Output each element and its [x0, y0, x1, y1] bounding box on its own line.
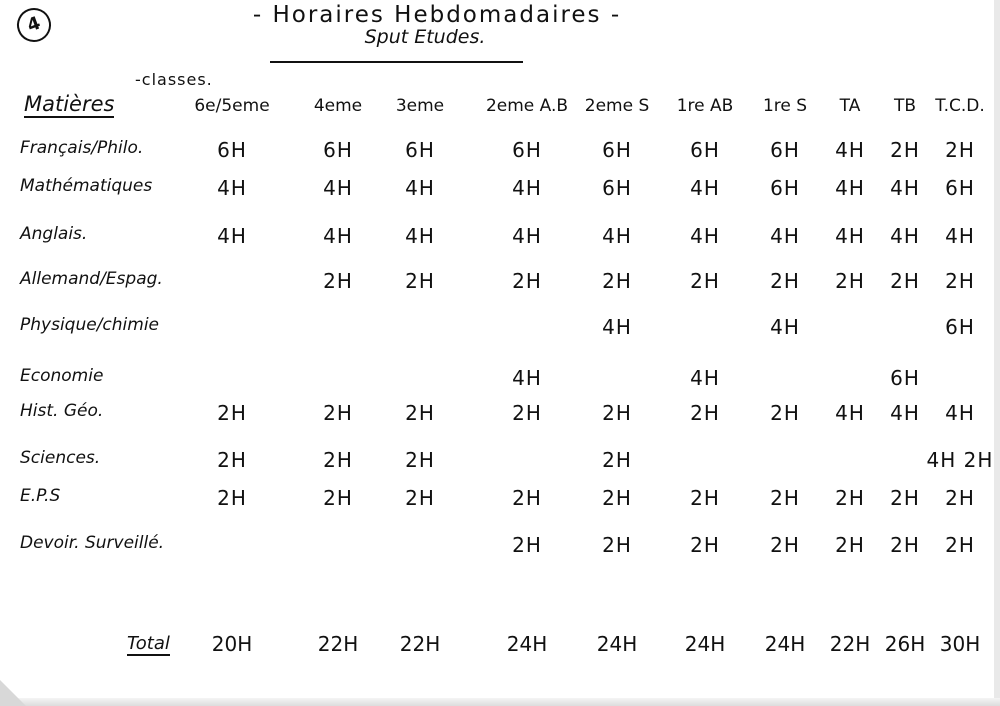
paper-edge-right [994, 0, 1000, 706]
hours-cell: 2H [835, 486, 865, 510]
hours-cell: 2H [217, 401, 247, 425]
hours-cell: 2H [690, 401, 720, 425]
total-cell: 22H [829, 632, 871, 656]
page-title: - Horaires Hebdomadaires - [252, 2, 622, 28]
column-header: 1re AB [676, 96, 734, 116]
subject-label: E.P.S [20, 486, 61, 506]
hours-cell: 2H [512, 401, 542, 425]
hours-cell: 2H [690, 269, 720, 293]
hours-cell: 2H [945, 486, 975, 510]
hours-cell: 2H [405, 486, 435, 510]
hours-cell: 4H [217, 224, 247, 248]
column-header: 6e/5eme [194, 96, 270, 116]
subject-label: Physique/chimie [20, 315, 160, 335]
hours-cell: 2H [217, 486, 247, 510]
hours-cell: 2H [945, 533, 975, 557]
hours-cell: 6H [890, 366, 920, 390]
total-cell: 24H [684, 632, 726, 656]
hours-cell: 4H [945, 401, 975, 425]
hours-cell: 6H [945, 176, 975, 200]
subject-label: Hist. Géo. [20, 401, 104, 421]
hours-cell: 2H [405, 401, 435, 425]
hours-cell: 4H 2H [926, 448, 994, 472]
column-header: 1re S [762, 96, 808, 116]
hours-cell: 2H [602, 486, 632, 510]
hours-cell: 6H [512, 138, 542, 162]
hours-cell: 4H [690, 366, 720, 390]
hours-cell: 4H [602, 224, 632, 248]
total-cell: 24H [506, 632, 548, 656]
hours-cell: 2H [512, 269, 542, 293]
hours-cell: 4H [770, 224, 800, 248]
hours-cell: 2H [512, 486, 542, 510]
hours-cell: 6H [690, 138, 720, 162]
total-cell: 26H [884, 632, 926, 656]
column-header: 2eme A.B [485, 96, 569, 116]
column-header: 4eme [313, 96, 363, 116]
hours-cell: 2H [323, 401, 353, 425]
hours-cell: 4H [405, 224, 435, 248]
hours-cell: 2H [890, 269, 920, 293]
page-number-circle: 4 [12, 3, 56, 47]
hours-cell: 4H [835, 224, 865, 248]
hours-cell: 4H [835, 138, 865, 162]
hours-cell: 2H [405, 269, 435, 293]
column-header: 2eme S [584, 96, 650, 116]
column-header: TB [893, 96, 917, 116]
hours-cell: 2H [323, 448, 353, 472]
total-cell: 22H [399, 632, 441, 656]
hours-cell: 2H [890, 486, 920, 510]
classes-label: -classes. [135, 70, 213, 89]
hours-cell: 4H [690, 224, 720, 248]
hours-cell: 2H [405, 448, 435, 472]
hours-cell: 2H [770, 269, 800, 293]
hours-cell: 4H [890, 224, 920, 248]
hours-cell: 6H [602, 138, 632, 162]
hours-cell: 4H [602, 315, 632, 339]
hours-cell: 6H [770, 138, 800, 162]
paper-edge-bottom [0, 698, 1000, 706]
hours-cell: 4H [323, 224, 353, 248]
hours-cell: 6H [602, 176, 632, 200]
hours-cell: 4H [405, 176, 435, 200]
subject-label: Sciences. [20, 448, 101, 468]
subject-label: Economie [20, 366, 104, 386]
subject-label: Anglais. [20, 224, 88, 244]
hours-cell: 2H [217, 448, 247, 472]
subject-label: Allemand/Espag. [20, 269, 163, 289]
subject-label: Mathématiques [20, 176, 153, 196]
hours-cell: 6H [770, 176, 800, 200]
hours-cell: 2H [770, 401, 800, 425]
hours-cell: 2H [945, 269, 975, 293]
total-cell: 20H [211, 632, 253, 656]
hours-cell: 4H [835, 401, 865, 425]
column-header: T.C.D. [935, 96, 985, 116]
hours-cell: 2H [602, 448, 632, 472]
hours-cell: 2H [835, 533, 865, 557]
page-subtitle: Sput Etudes. [364, 26, 486, 48]
hours-cell: 4H [512, 176, 542, 200]
hours-cell: 2H [602, 269, 632, 293]
hours-cell: 2H [770, 486, 800, 510]
hours-cell: 2H [770, 533, 800, 557]
hours-cell: 4H [512, 366, 542, 390]
title-underline [270, 61, 523, 63]
hours-cell: 2H [690, 533, 720, 557]
hours-cell: 2H [835, 269, 865, 293]
hours-cell: 2H [323, 269, 353, 293]
hours-cell: 4H [890, 176, 920, 200]
hours-cell: 4H [323, 176, 353, 200]
hours-cell: 2H [602, 401, 632, 425]
matieres-label: Matières [24, 92, 115, 116]
total-label: Total [127, 633, 170, 654]
total-cell: 24H [764, 632, 806, 656]
hours-cell: 6H [323, 138, 353, 162]
total-cell: 22H [317, 632, 359, 656]
hours-cell: 2H [512, 533, 542, 557]
column-header: 3eme [395, 96, 445, 116]
hours-cell: 6H [945, 315, 975, 339]
hours-cell: 4H [890, 401, 920, 425]
total-cell: 30H [939, 632, 981, 656]
subject-label: Français/Philo. [20, 138, 144, 158]
hours-cell: 4H [690, 176, 720, 200]
hours-cell: 2H [945, 138, 975, 162]
subject-label: Devoir. Surveillé. [20, 533, 165, 553]
total-cell: 24H [596, 632, 638, 656]
hours-cell: 4H [217, 176, 247, 200]
hours-cell: 6H [217, 138, 247, 162]
column-header: TA [839, 96, 861, 116]
hours-cell: 2H [323, 486, 353, 510]
hours-cell: 4H [835, 176, 865, 200]
hours-cell: 4H [770, 315, 800, 339]
hours-cell: 2H [890, 138, 920, 162]
hours-cell: 4H [945, 224, 975, 248]
hours-cell: 6H [405, 138, 435, 162]
hours-cell: 2H [602, 533, 632, 557]
hours-cell: 4H [512, 224, 542, 248]
paper-corner-fold [0, 680, 26, 706]
hours-cell: 2H [890, 533, 920, 557]
hours-cell: 2H [690, 486, 720, 510]
